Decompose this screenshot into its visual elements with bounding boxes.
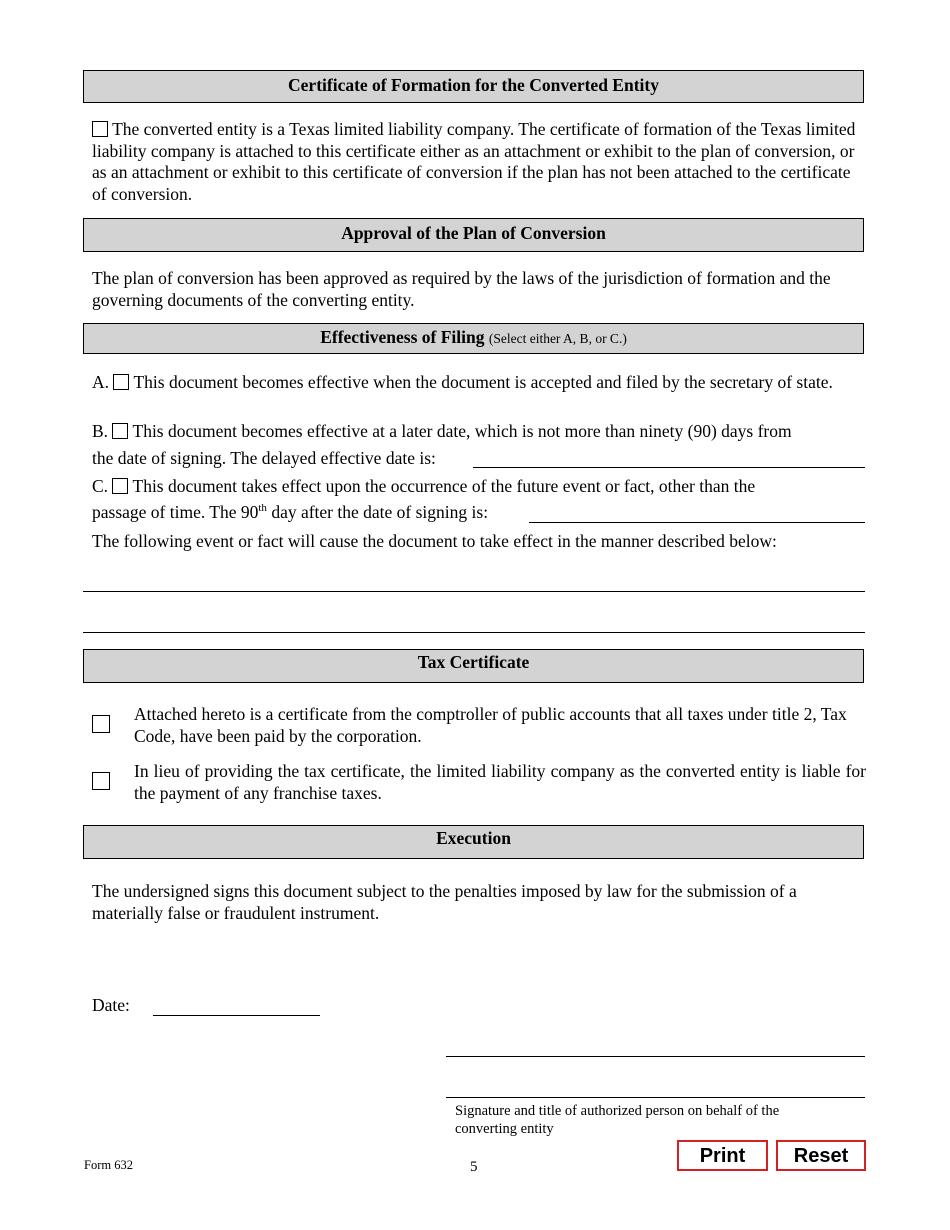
- option-b-line1: This document becomes effective at a later date, which is not more than ninety (90) days from: [132, 421, 792, 441]
- page-number: 5: [470, 1159, 478, 1175]
- tax-item-2: In lieu of providing the tax certificate, the limited liability company as the converted entity is liable for the payment of any franchise taxes.: [134, 761, 866, 803]
- date-field[interactable]: [153, 1015, 320, 1016]
- ordinal-suffix: th: [258, 502, 267, 515]
- section-title: Approval of the Plan of Conversion: [341, 223, 606, 243]
- section-header-execution: [83, 825, 864, 859]
- delayed-date-field[interactable]: [473, 467, 865, 468]
- signature-line-1[interactable]: [446, 1056, 865, 1057]
- option-c-line2-pre: passage of time. The 90: [92, 502, 259, 522]
- franchise-tax-liability-checkbox[interactable]: [92, 772, 110, 790]
- signature-caption: Signature and title of authorized person on behalf of the converting entity: [455, 1103, 780, 1137]
- section-header-approval: [83, 218, 864, 252]
- certificate-paragraph: [92, 119, 862, 205]
- section-header-effectiveness: [83, 323, 864, 354]
- tax-certificate-attached-checkbox[interactable]: [92, 715, 110, 733]
- certificate-text: The converted entity is a Texas limited liability company. The certificate of formation of the Texas limited liability company is attached to this certificate either as an attachment or exhibit to the plan of conversion, or as an attachment or exhibit to this certificate of conversion if the plan has not been attached to the certificate of conversion.: [92, 119, 856, 204]
- execution-text: The undersigned signs this document subject to the penalties imposed by law for the submission of a materially false or fraudulent instrument.: [92, 881, 797, 923]
- section-title: Certificate of Formation for the Converted Entity: [288, 75, 659, 95]
- option-b-line2: the date of signing. The delayed effective date is:: [92, 448, 436, 468]
- signature-line-2[interactable]: [446, 1097, 865, 1098]
- approval-text: The plan of conversion has been approved as required by the laws of the jurisdiction of formation and the governing documents of the converting entity.: [92, 268, 831, 310]
- reset-button[interactable]: Reset: [776, 1140, 866, 1171]
- print-button[interactable]: Print: [677, 1140, 768, 1171]
- option-c-line2: [92, 502, 488, 524]
- event-text: The following event or fact will cause the document to take effect in the manner described below:: [92, 531, 777, 551]
- option-c-line1: This document takes effect upon the occurrence of the future event or fact, other than the: [132, 476, 756, 496]
- option-b-label: B.: [92, 421, 109, 441]
- option-a: [92, 372, 862, 394]
- section-note: (Select either A, B, or C.): [488, 331, 627, 346]
- option-c-checkbox[interactable]: [112, 478, 128, 494]
- converted-entity-checkbox[interactable]: [92, 121, 108, 137]
- event-description-line-2[interactable]: [83, 632, 865, 633]
- section-title: Effectiveness of Filing: [320, 327, 485, 347]
- form-number: Form 632: [84, 1158, 133, 1172]
- option-c: [92, 476, 882, 498]
- tax-item-1: Attached hereto is a certificate from the comptroller of public accounts that all taxes under title 2, Tax Code, have been paid by the corporation.: [134, 704, 847, 746]
- event-description-line-1[interactable]: [83, 591, 865, 592]
- option-a-label: A.: [92, 372, 110, 392]
- option-a-checkbox[interactable]: [113, 374, 129, 390]
- date-label: Date:: [92, 995, 130, 1015]
- section-header-tax: [83, 649, 864, 683]
- section-title: Tax Certificate: [417, 652, 530, 672]
- option-c-line2-post: day after the date of signing is:: [266, 502, 489, 522]
- option-c-label: C.: [92, 476, 109, 496]
- option-b: [92, 421, 882, 443]
- option-b-checkbox[interactable]: [112, 423, 128, 439]
- ninetieth-day-field[interactable]: [529, 522, 865, 523]
- option-a-text: This document becomes effective when the document is accepted and filed by the secretary of state.: [133, 372, 833, 392]
- section-header-certificate: [83, 70, 864, 103]
- section-title: Execution: [436, 828, 511, 848]
